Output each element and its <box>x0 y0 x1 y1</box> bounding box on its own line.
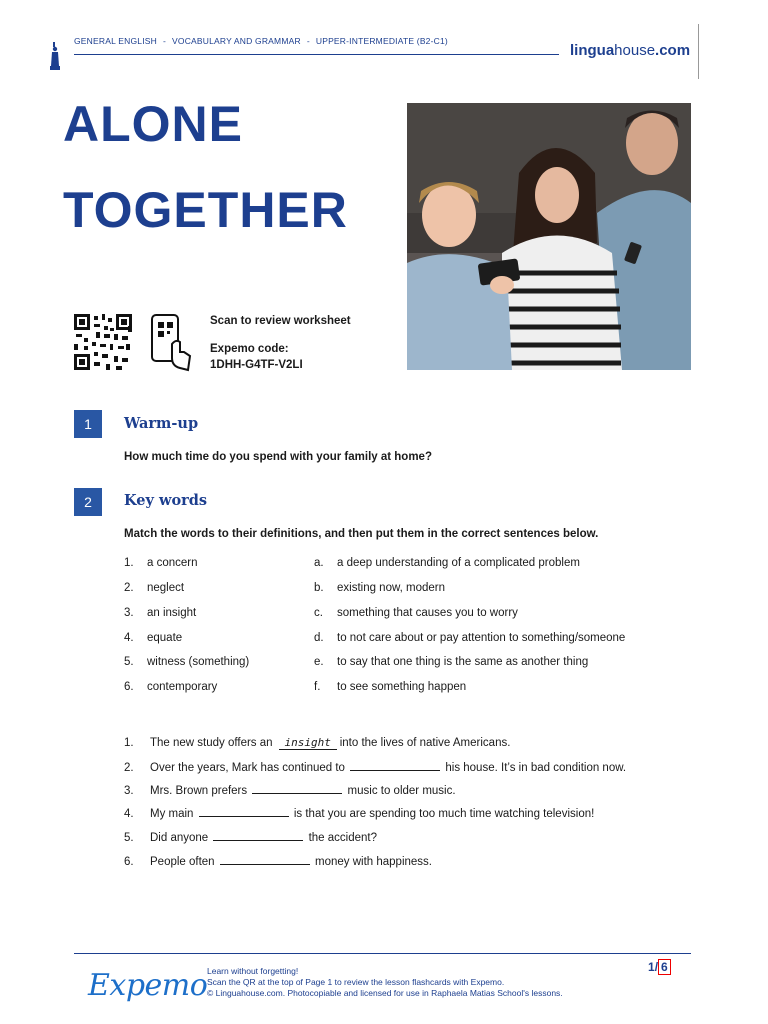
footer-rule <box>74 953 691 954</box>
sentence-before: People often <box>150 856 215 868</box>
definition-item <box>314 557 580 569</box>
family-phones-photo <box>407 103 691 370</box>
word-item <box>124 632 182 644</box>
crumb-separator: - <box>163 36 167 46</box>
sentence-item <box>124 783 456 797</box>
current-page: 1 <box>648 960 655 974</box>
header-rule <box>74 54 559 55</box>
word-text: a concern <box>147 557 198 569</box>
footer-copyright: © Linguahouse.com. Photocopiable and licensed for use in Raphaela Matias School's lessons. <box>207 988 563 998</box>
crumb-separator: - <box>306 36 310 46</box>
sentence-number: 2. <box>124 762 134 774</box>
word-number: 4. <box>124 632 134 644</box>
sentence-number: 6. <box>124 856 134 868</box>
word-number: 1. <box>124 557 134 569</box>
word-text: equate <box>147 632 183 644</box>
crumb-level: UPPER-INTERMEDIATE (B2-C1) <box>315 36 448 46</box>
definition-item <box>314 607 518 619</box>
answer-blank[interactable] <box>220 854 310 865</box>
expemo-code: 1DHH-G4TF-V2LI <box>210 359 303 371</box>
brand-tld: .com <box>655 42 691 59</box>
definition-letter: a. <box>314 557 324 569</box>
sentence-number: 3. <box>124 785 134 797</box>
statue-of-liberty-icon <box>48 40 62 72</box>
linguahouse-logo[interactable] <box>570 42 690 59</box>
word-item <box>124 607 196 619</box>
word-number: 3. <box>124 607 134 619</box>
sentence-after: music to older music. <box>347 785 456 797</box>
sentence-before: Over the years, Mark has continued to <box>150 762 345 774</box>
definition-text: a deep understanding of a complicated problem <box>337 557 580 569</box>
page-title <box>63 94 348 266</box>
word-text: witness (something) <box>147 656 250 668</box>
definition-letter: e. <box>314 656 324 668</box>
definition-text: to say that one thing is the same as another thing <box>337 656 589 668</box>
definition-text: to see something happen <box>337 681 467 693</box>
sentence-number: 5. <box>124 832 134 844</box>
footer-text <box>207 966 563 999</box>
scan-label: Scan to review worksheet <box>210 315 351 327</box>
section-2-number: 2 <box>74 488 102 516</box>
definition-text: something that causes you to worry <box>337 607 518 619</box>
total-pages[interactable]: 6 <box>658 959 671 975</box>
definition-item <box>314 656 588 668</box>
word-text: contemporary <box>147 681 218 693</box>
section-2-instruction: Match the words to their definitions, and then put them in the correct sentences below. <box>124 528 599 540</box>
sentence-number: 1. <box>124 737 134 749</box>
section-1-instruction: How much time do you spend with your family at home? <box>124 451 432 463</box>
brand-light: house <box>614 42 656 59</box>
brand-bold: lingua <box>570 42 615 59</box>
word-item <box>124 582 184 594</box>
crumb-vocab-grammar: VOCABULARY AND GRAMMAR <box>172 36 301 46</box>
sentence-item <box>124 830 377 844</box>
sentence-after: the accident? <box>308 832 378 844</box>
sentence-number: 4. <box>124 808 134 820</box>
sentence-item <box>124 806 594 820</box>
definition-text: existing now, modern <box>337 582 446 594</box>
section-1-number: 1 <box>74 410 102 438</box>
crumb-general-english: GENERAL ENGLISH <box>74 36 157 46</box>
word-number: 5. <box>124 656 134 668</box>
word-item <box>124 656 249 668</box>
title-line-1: ALONE <box>63 96 243 152</box>
word-item <box>124 557 198 569</box>
sentence-item <box>124 854 432 868</box>
answer-blank-filled[interactable]: insight <box>279 736 337 750</box>
section-2-title: Key words <box>124 492 208 509</box>
answer-blank[interactable] <box>213 830 303 841</box>
sentence-after: into the lives of native Americans. <box>339 737 511 749</box>
answer-blank[interactable] <box>199 806 289 817</box>
definition-letter: f. <box>314 681 321 693</box>
word-number: 2. <box>124 582 134 594</box>
sentence-before: Mrs. Brown prefers <box>150 785 248 797</box>
sentence-before: Did anyone <box>150 832 209 844</box>
sentence-after: money with happiness. <box>315 856 432 868</box>
scan-info <box>210 313 351 373</box>
phone-scan-icon <box>150 314 192 372</box>
breadcrumb <box>74 36 448 46</box>
definition-item <box>314 632 625 644</box>
sentence-item <box>124 760 626 774</box>
definition-item <box>314 582 445 594</box>
word-number: 6. <box>124 681 134 693</box>
title-line-2: TOGETHER <box>63 182 348 238</box>
answer-blank[interactable] <box>252 783 342 794</box>
margin-line <box>698 24 699 79</box>
definition-item <box>314 681 466 693</box>
page-separator: / <box>654 960 659 974</box>
word-item <box>124 681 217 693</box>
qr-code-icon[interactable] <box>74 314 132 370</box>
definition-letter: b. <box>314 582 324 594</box>
sentence-after: his house. It’s in bad condition now. <box>445 762 627 774</box>
footer-tagline: Learn without forgetting! <box>207 966 299 976</box>
answer-blank[interactable] <box>350 760 440 771</box>
definition-letter: c. <box>314 607 323 619</box>
definition-letter: d. <box>314 632 324 644</box>
sentence-before: My main <box>150 808 194 820</box>
expemo-code-label: Expemo code: <box>210 343 289 355</box>
definition-text: to not care about or pay attention to something/someone <box>337 632 626 644</box>
page-number <box>648 960 671 974</box>
word-text: neglect <box>147 582 185 594</box>
sentence-item <box>124 736 510 750</box>
sentence-before: The new study offers an <box>150 737 273 749</box>
expemo-logo[interactable]: Expemo <box>88 968 208 1003</box>
section-1-title: Warm-up <box>124 415 199 432</box>
sentence-after: is that you are spending too much time watching television! <box>293 808 595 820</box>
footer-instruction: Scan the QR at the top of Page 1 to review the lesson flashcards with Expemo. <box>207 977 505 987</box>
word-text: an insight <box>147 607 197 619</box>
